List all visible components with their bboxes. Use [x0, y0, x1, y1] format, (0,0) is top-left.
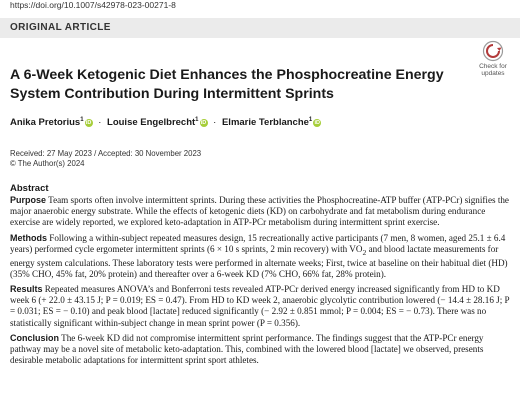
author-affiliation: 1: [80, 117, 84, 123]
methods-subscript: 2: [362, 247, 367, 257]
received-accepted-dates: Received: 27 May 2023 / Accepted: 30 November 2023: [10, 149, 202, 158]
abstract-methods: [10, 233, 515, 280]
author-name[interactable]: Louise Engelbrecht: [107, 117, 196, 129]
check-updates-line2: updates: [481, 70, 505, 77]
author-separator: ·: [98, 117, 102, 129]
author-affiliation: 1: [195, 117, 199, 123]
copyright-notice: © The Author(s) 2024: [10, 159, 85, 168]
author-affiliation: 1: [308, 117, 313, 123]
doi-link[interactable]: https://doi.org/10.1007/s42978-023-00271-8: [10, 0, 176, 10]
abstract-section: [10, 183, 515, 370]
purpose-label: Purpose: [10, 195, 47, 206]
check-updates-line1: Check for: [479, 63, 507, 70]
abstract-results: [10, 284, 515, 329]
conclusion-text: The 6-week KD did not compromise intermittent sprint performance. The findings suggest that the ATP-PCr energy pathway may be a novel site of metabolic keto-adaptation. This, combined with the lowered blood [lactate] we observed, presents desirable metabolic adaptations for intermittent sprint sport athletes.: [10, 332, 484, 366]
methods-text-a: Following a within-subject repeated measures design, 15 recreationally active participants (7 men, 8 women, aged 25.1 ± 6.4 years) performed cycle ergometer intermittent sprints (6 × 10 s sprints, 2 min recovery) with VO: [10, 232, 506, 254]
orcid-icon[interactable]: iD: [85, 120, 92, 127]
article-type-label: ORIGINAL ARTICLE: [10, 22, 111, 33]
orcid-icon[interactable]: iD: [314, 120, 321, 127]
results-label: Results: [10, 284, 43, 295]
methods-label: Methods: [10, 232, 47, 243]
check-for-updates-button[interactable]: [474, 40, 512, 77]
author-separator: ·: [213, 117, 217, 129]
article-type-banner: [0, 18, 520, 38]
abstract-heading: Abstract: [10, 183, 49, 194]
abstract-conclusion: [10, 333, 515, 366]
author-name[interactable]: Anika Pretorius: [10, 117, 81, 129]
methods-text-b: and blood lactate measurements for energy system calculations. These laboratory tests were performed in alternate weeks; First, twice at baseline on their habitual diet (HD) (35% CHO, 45% fat, 20% protein) and thereafter over a 6-week KD (7% CHO, 66% fat, 28% protein).: [10, 243, 508, 279]
results-text: Repeated measures ANOVA’s and Bonferroni tests revealed ATP-PCr derived energy increased significantly from HD to KD week 6 (+ 22.0 ± 43.15 J; P = 0.019; ES = 0.47). From HD to KD week 2, anaerobic glycolytic contribution lowered (− 14.4 ± 28.16 J; P = 0.031; ES = − 0.10) and peak blood [lactate] reduced significantly (− 2.92 ± 0.851 mmol; P = 0.004; ES = − 0.73). There was no statistically significant within-subject change in mean sprint power (P = 0.356).: [10, 284, 510, 328]
conclusion-label: Conclusion: [10, 332, 59, 343]
check-updates-icon: [482, 40, 504, 62]
author-name[interactable]: Elmarie Terblanche: [221, 117, 309, 129]
article-title: A 6-Week Ketogenic Diet Enhances the Phosphocreatine Energy System Contribution During Intermittent Sprints: [10, 67, 444, 102]
author-list: [10, 117, 321, 128]
orcid-icon[interactable]: iD: [200, 120, 207, 127]
purpose-text: Team sports often involve intermittent sprints. During these activities the Phosphocreatine-ATP buffer (ATP-PCr) signifies the major anaerobic energy substrate. While the effects of ketogenic diets (KD) on carbohydrate and fat metabolism during endurance exercise are widely reported, we explored keto-adaptation in ATP-PCr metabolism during intermittent sprint exercise.: [10, 195, 509, 228]
publication-dates: [10, 149, 201, 169]
abstract-purpose: [10, 195, 515, 228]
